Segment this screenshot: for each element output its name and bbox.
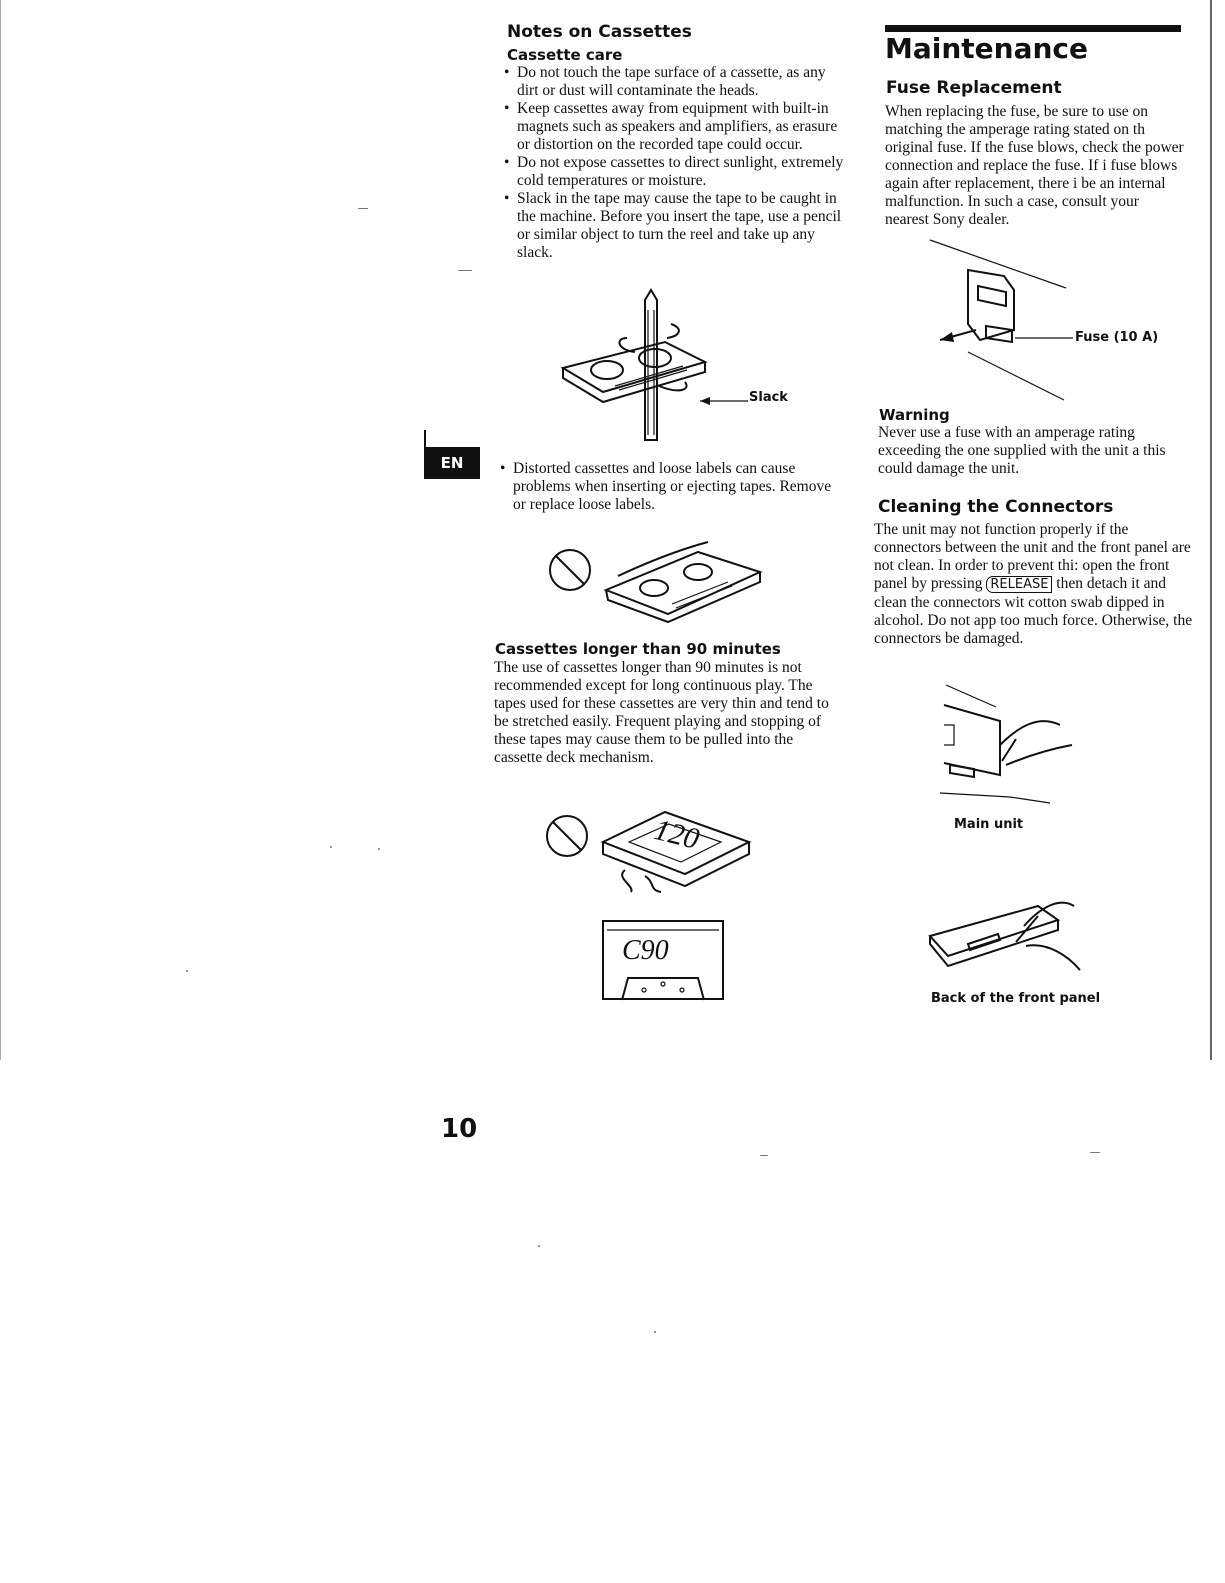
page-edge-right: [1210, 0, 1212, 1060]
slack-pointer-arrow: [700, 397, 750, 407]
warning-body: Never use a fuse with an amperage rating exceeding the one supplied with the unit a this could damage the unit.: [878, 424, 1166, 477]
scan-speck: [654, 1331, 656, 1333]
scan-speck: [538, 1245, 540, 1247]
list-item: • Distorted cassettes and loose labels can cause problems when inserting or ejecting tapes. Remove or replace loose labels.: [500, 460, 845, 514]
fuse-pointer-line: [1015, 336, 1075, 340]
scan-speck: [358, 208, 368, 209]
scan-speck: [458, 270, 472, 271]
section-top-rule: [885, 25, 1181, 32]
release-button-symbol: RELEASE: [986, 576, 1052, 593]
page-number: 10: [441, 1114, 478, 1144]
cassette-90-label: C90: [622, 935, 669, 966]
back-of-front-panel-label: Back of the front panel: [931, 991, 1101, 1006]
main-unit-label: Main unit: [954, 817, 1024, 832]
front-panel-back-cleaning-illustration: [928, 886, 1088, 978]
scan-speck: [186, 970, 188, 972]
page-edge-left: [0, 0, 1, 1060]
cassette-care-subheading: Cassette care: [507, 46, 623, 64]
longer-than-90-heading: Cassettes longer than 90 minutes: [495, 640, 781, 658]
list-item: • Slack in the tape may cause the tape to be caught in the machine. Before you insert the tape, use a pencil or similar object to turn the reel and take up any slack.: [504, 190, 844, 262]
cassette-care-list: [504, 64, 844, 262]
fuse-replacement-body: When replacing the fuse, be sure to use on matching the amperage rating stated on th original fuse. If the fuse blows, check the power connection and replace the fuse. If i fuse blows again after replacement, there i be an internal malfunction. In such a case, consult your nearest Sony dealer.: [885, 103, 1184, 228]
list-item: • Do not touch the tape surface of a cassette, as any dirt or dust will contaminate the heads.: [504, 64, 844, 100]
scan-speck: [760, 1155, 768, 1156]
cleaning-text-after: then detach it and clean the connectors wit cotton swab dipped in alcohol. Do not app too much force. Otherwise, the connectors be damaged.: [874, 575, 1193, 647]
scan-speck: [1090, 1152, 1100, 1153]
list-item: • Do not expose cassettes to direct sunlight, extremely cold temperatures or moisture.: [504, 154, 844, 190]
distorted-cassettes-list: [500, 460, 845, 514]
prohibited-distorted-cassette-illustration: [548, 532, 768, 622]
en-language-tab: EN: [424, 447, 480, 479]
main-unit-cleaning-illustration: [940, 685, 1080, 805]
scan-speck: [378, 848, 380, 850]
cassette-120-label: 120: [650, 813, 703, 856]
fuse-label: Fuse (10 A): [1075, 330, 1159, 345]
fuse-replacement-heading: Fuse Replacement: [886, 78, 1062, 98]
cleaning-text-before: The unit may not function properly if the connectors between the unit and the front panel are not clean. In order to prevent thi: open the front panel by pressing: [874, 521, 1191, 592]
cleaning-connectors-heading: Cleaning the Connectors: [878, 497, 1114, 517]
list-item: • Keep cassettes away from equipment with built-in magnets such as speakers and amplifiers, as erasure or distortion on the recorded tape could occur.: [504, 100, 844, 154]
cassette-slack-illustration: [555, 290, 755, 445]
scan-speck: [330, 846, 332, 848]
maintenance-heading: Maintenance: [885, 32, 1089, 65]
warning-heading: Warning: [879, 406, 950, 424]
fuse-replacement-illustration: [930, 240, 1070, 405]
notes-on-cassettes-heading: Notes on Cassettes: [507, 22, 692, 42]
prohibited-120-cassette-illustration: [545, 806, 760, 896]
slack-label: Slack: [749, 390, 788, 405]
longer-than-90-body: The use of cassettes longer than 90 minutes is not recommended except for long continuous play. The tapes used for these cassettes are very thin and tend to be stretched easily. Frequent playing and stopping of these tapes may cause them to be pulled into the cassette deck mechanism.: [494, 659, 829, 766]
cleaning-connectors-body: [874, 521, 1194, 648]
